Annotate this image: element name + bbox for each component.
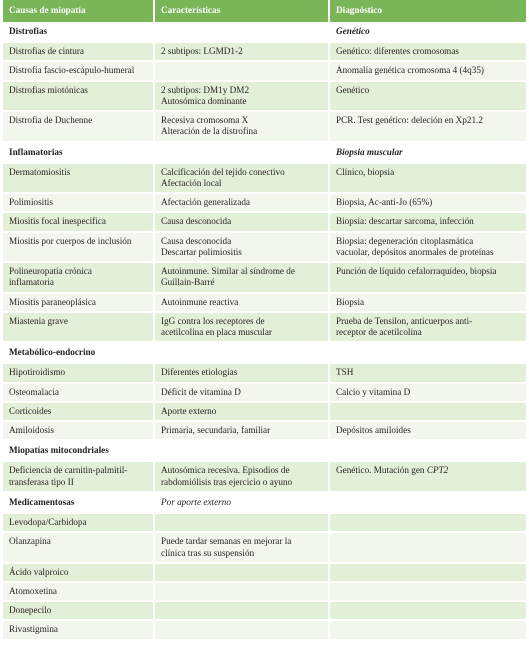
cell-line: transferasa tipo II: [9, 476, 74, 487]
cause-cell: [3, 263, 155, 293]
cell-line: Calcio y vitamina D: [336, 386, 411, 397]
characteristics-cell: [155, 62, 330, 81]
characteristics-cell: [155, 384, 330, 403]
cause-cell: [3, 384, 155, 403]
cell-line: IgG contra los receptores de: [161, 315, 265, 326]
cause-cell: [3, 462, 155, 492]
cell-line: TSH: [336, 367, 354, 378]
cell-line: Déficit de vitamina D: [161, 386, 241, 397]
diagnosis-cell: [330, 164, 526, 194]
cell-line: Biopsia: descartar sarcoma, infección: [336, 216, 474, 227]
cell-line: PCR. Test genético: deleción en Xp21.2: [336, 115, 483, 126]
characteristics-cell: [155, 313, 330, 343]
cause-cell: [3, 422, 155, 441]
cell-line: Causa desconocida: [161, 235, 232, 246]
characteristics-cell: [155, 233, 330, 263]
diagnosis-cell: [330, 621, 526, 640]
table-row: [3, 213, 526, 232]
table-row: [3, 112, 526, 142]
section-header-row: [3, 22, 526, 43]
characteristics-cell: [155, 112, 330, 142]
table-row: [3, 82, 526, 112]
section-title: Medicamentosas: [3, 493, 155, 514]
section-header-row: [3, 143, 526, 164]
cell-line: Distrofia de Duchenne: [9, 115, 93, 126]
characteristics-cell: [155, 583, 330, 602]
characteristics-cell: [155, 621, 330, 640]
characteristics-cell: [155, 164, 330, 194]
cell-line: Rivastigmina: [9, 624, 58, 635]
table-row: [3, 164, 526, 194]
table-row: [3, 583, 526, 602]
diagnosis-cell: [330, 364, 526, 383]
cell-line: Primaria, secundaria, familiar: [161, 425, 271, 436]
header-causes: Causas de miopatía: [3, 0, 155, 22]
cause-cell: [3, 194, 155, 213]
diagnosis-cell: [330, 213, 526, 232]
table-row: [3, 422, 526, 441]
cell-line: Miositis focal inespecífica: [9, 216, 106, 227]
cell-line: Clínico, biopsia: [336, 166, 395, 177]
diagnosis-cell: [330, 462, 526, 492]
cause-cell: [3, 514, 155, 533]
cell-line: Recesiva cromosoma X: [161, 115, 249, 126]
cell-line: Autosómica dominante: [161, 95, 247, 106]
table-row: [3, 514, 526, 533]
cell-line: vacuolar, depósitos anormales de proteínas: [336, 246, 494, 257]
cell-line: receptor de acetilcolina: [336, 326, 422, 337]
section-characteristics: [155, 441, 330, 462]
cell-line: Autosómica recesiva. Episodios de: [161, 465, 290, 476]
cell-line: rabdomiólisis tras ejercicio o ayuno: [161, 476, 293, 487]
diagnosis-cell: [330, 583, 526, 602]
characteristics-cell: [155, 294, 330, 313]
table-row: [3, 233, 526, 263]
table-row: [3, 263, 526, 293]
cause-cell: [3, 602, 155, 621]
cell-line: Causa desconocida: [161, 216, 232, 227]
cause-cell: [3, 583, 155, 602]
diagnosis-cell: [330, 233, 526, 263]
characteristics-cell: [155, 82, 330, 112]
cell-line: Puede tardar semanas en mejorar la: [161, 536, 292, 547]
cell-line: Biopsia, Ac-anti-Jo (65%): [336, 197, 433, 208]
cell-line: Distrofia fascio-escápulo-humeral: [9, 65, 135, 76]
table-row: [3, 564, 526, 583]
table-row: [3, 43, 526, 62]
section-header-row: [3, 441, 526, 462]
table-row: [3, 294, 526, 313]
cell-line: Donepecilo: [9, 605, 52, 616]
cause-cell: [3, 621, 155, 640]
diagnosis-cell: [330, 422, 526, 441]
table-body: [3, 22, 526, 641]
table-row: [3, 62, 526, 81]
table-row: [3, 364, 526, 383]
diagnosis-cell: [330, 403, 526, 422]
cause-cell: [3, 43, 155, 62]
cell-line: inflamatoria: [9, 277, 54, 288]
table-row: [3, 194, 526, 213]
header-characteristics: Características: [155, 0, 330, 22]
diagnosis-cell: [330, 602, 526, 621]
cell-line: Autoinmune. Similar al síndrome de: [161, 266, 295, 277]
table-row: [3, 462, 526, 492]
characteristics-cell: [155, 403, 330, 422]
characteristics-cell: [155, 533, 330, 563]
diagnosis-cell: [330, 514, 526, 533]
diagnosis-cell: [330, 384, 526, 403]
section-diagnosis: [330, 441, 526, 462]
section-title: Miopatías mitocondriales: [3, 441, 155, 462]
cell-line: Hipotiroidismo: [9, 367, 66, 378]
cell-line: Depósitos amiloides: [336, 425, 411, 436]
cell-line: Distrofias de cintura: [9, 46, 85, 57]
cell-line: Distrofias miotónicas: [9, 84, 88, 95]
cell-line: Afectación local: [161, 177, 222, 188]
cell-line: Biopsia: [336, 296, 365, 307]
cell-line: Olanzapina: [9, 536, 51, 547]
header-diagnosis: Diagnóstico: [330, 0, 526, 22]
section-diagnosis: [330, 343, 526, 364]
cause-cell: [3, 533, 155, 563]
cell-line: Aporte externo: [161, 405, 217, 416]
characteristics-cell: [155, 263, 330, 293]
table-row: [3, 602, 526, 621]
cell-line: clínica tras su suspensión: [161, 547, 255, 558]
cell-line: Corticoides: [9, 405, 52, 416]
cell-line: Genético. Mutación gen CPT2: [336, 465, 449, 476]
cell-line: Atomoxetina: [9, 586, 57, 596]
table-row: [3, 533, 526, 563]
cause-cell: [3, 62, 155, 81]
cell-line: Autoinmune reactiva: [161, 296, 239, 307]
cell-line: Guillain-Barré: [161, 277, 215, 288]
table-row: [3, 313, 526, 343]
myopathy-causes-table: [3, 0, 526, 641]
diagnosis-cell: [330, 564, 526, 583]
section-diagnosis: [330, 493, 526, 514]
characteristics-cell: [155, 564, 330, 583]
characteristics-cell: [155, 422, 330, 441]
diagnosis-cell: [330, 112, 526, 142]
cell-line: Diferentes etiologías: [161, 367, 238, 378]
section-title: Distrofias: [3, 22, 155, 43]
diagnosis-cell: [330, 294, 526, 313]
characteristics-cell: [155, 213, 330, 232]
cell-line: Ácido valproico: [9, 566, 69, 577]
cell-line: Anomalía genética cromosoma 4 (4q35): [336, 65, 484, 76]
cell-line: Amiloidosis: [9, 425, 54, 436]
cell-line: Miositis paraneoplásica: [9, 296, 97, 307]
section-diagnosis: Biopsia muscular: [330, 143, 526, 164]
section-characteristics: [155, 143, 330, 164]
cause-cell: [3, 313, 155, 343]
cell-line: Genético: diferentes cromosomas: [336, 46, 459, 57]
cause-cell: [3, 213, 155, 232]
section-title: Metabólico-endocrino: [3, 343, 155, 364]
characteristics-cell: [155, 602, 330, 621]
diagnosis-cell: [330, 263, 526, 293]
cause-cell: [3, 112, 155, 142]
diagnosis-cell: [330, 43, 526, 62]
cause-cell: [3, 82, 155, 112]
section-header-row: [3, 493, 526, 514]
cell-line: Miastenia grave: [9, 315, 68, 326]
diagnosis-cell: [330, 533, 526, 563]
cell-line: Genético: [336, 84, 370, 95]
cause-cell: [3, 233, 155, 263]
cell-line: Deficiencia de carnitin-palmitil-: [9, 465, 128, 476]
cell-line: Calcificación del tejido conectivo: [161, 166, 285, 177]
cell-line: Prueba de Tensilon, anticuerpos anti-: [336, 315, 473, 326]
table-row: [3, 621, 526, 640]
cell-line: 2 subtipos: DM1y DM2: [161, 84, 250, 95]
cell-line: 2 subtipos: LGMD1-2: [161, 46, 243, 57]
diagnosis-cell: [330, 313, 526, 343]
diagnosis-cell: [330, 82, 526, 112]
cell-line: Alteración de la distrofina: [161, 126, 258, 137]
cell-line: acetilcolina en placa muscular: [161, 326, 272, 337]
section-header-row: [3, 343, 526, 364]
characteristics-cell: [155, 364, 330, 383]
section-characteristics: [155, 22, 330, 43]
section-characteristics: Por aporte externo: [155, 493, 330, 514]
characteristics-cell: [155, 194, 330, 213]
section-diagnosis: Genético: [330, 22, 526, 43]
cell-line: Dermatomiositis: [9, 166, 71, 177]
cell-line: Descartar polimiositis: [161, 246, 242, 257]
cell-line: Miositis por cuerpos de inclusión: [9, 235, 132, 246]
section-title: Inflamatorias: [3, 143, 155, 164]
cell-line: Biopsia: degeneración citoplasmática: [336, 235, 474, 246]
characteristics-cell: [155, 462, 330, 492]
table-header: [3, 0, 526, 22]
characteristics-cell: [155, 43, 330, 62]
cause-cell: [3, 403, 155, 422]
section-characteristics: [155, 343, 330, 364]
cause-cell: [3, 294, 155, 313]
cell-line: Levodopa/Carbidopa: [9, 517, 87, 528]
cell-line: Afectación generalizada: [161, 197, 251, 208]
cause-cell: [3, 164, 155, 194]
diagnosis-cell: [330, 194, 526, 213]
diagnosis-cell: [330, 62, 526, 81]
cell-line: Punción de líquido cefalorraquídeo, biopsia: [336, 266, 497, 277]
cell-line: Polineuropatía crónica: [9, 266, 92, 277]
cause-cell: [3, 364, 155, 383]
table-row: [3, 384, 526, 403]
table-row: [3, 403, 526, 422]
cause-cell: [3, 564, 155, 583]
cell-line: Osteomalacia: [9, 386, 59, 397]
cell-line: Polimiositis: [9, 197, 53, 208]
characteristics-cell: [155, 514, 330, 533]
